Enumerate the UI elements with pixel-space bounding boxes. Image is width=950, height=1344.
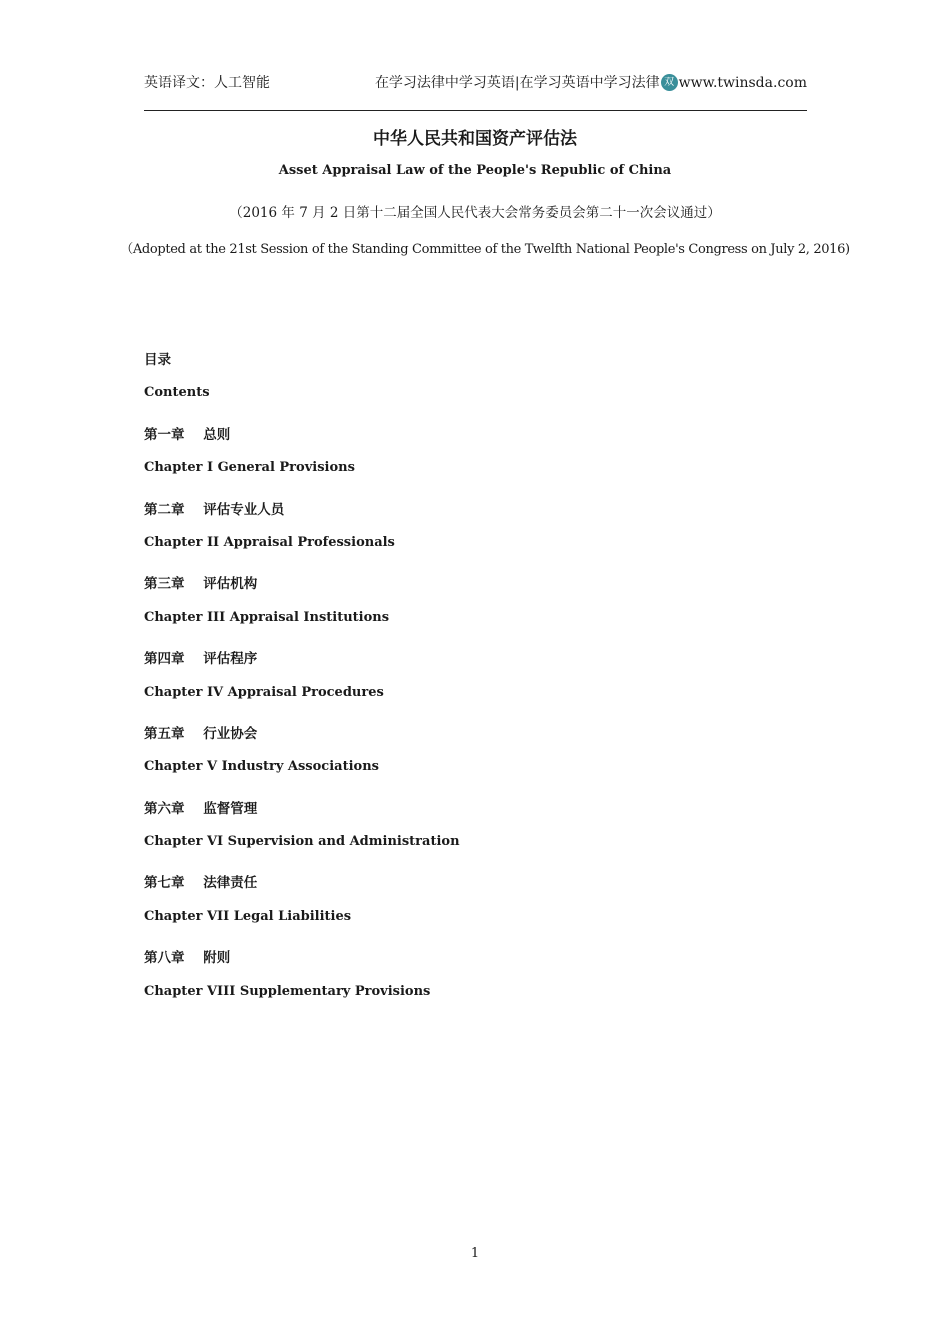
- document-title-cn: 中华人民共和国资产评估法: [373, 129, 577, 149]
- toc-item-chapter-2-en[interactable]: Chapter II Appraisal Professionals: [144, 534, 395, 550]
- toc-item-chapter-1-en[interactable]: Chapter I General Provisions: [144, 460, 355, 476]
- header-site-link[interactable]: www.twinsda.com: [678, 75, 807, 91]
- header-slogan: [375, 72, 807, 92]
- toc-item-chapter-8-cn[interactable]: 第八章 附则: [144, 950, 231, 967]
- header-divider: [144, 110, 807, 111]
- toc-item-chapter-7-en[interactable]: Chapter VII Legal Liabilities: [144, 908, 352, 924]
- toc-item-chapter-5-en[interactable]: Chapter V Industry Associations: [144, 759, 379, 775]
- toc-item-chapter-2-cn[interactable]: 第二章 评估专业人员: [144, 501, 285, 518]
- adoption-note-cn: （2016 年 7 月 2 日第十二届全国人民代表大会常务委员会第二十一次会议通过）: [229, 205, 721, 221]
- document-title-en: Asset Appraisal Law of the People's Republic of China: [278, 163, 672, 178]
- toc-item-chapter-7-cn[interactable]: 第七章 法律责任: [144, 875, 258, 892]
- table-of-contents: [144, 348, 744, 1021]
- toc-item-chapter-4-en[interactable]: Chapter IV Appraisal Procedures: [144, 684, 384, 700]
- toc-item-chapter-6-cn[interactable]: 第六章 监督管理: [144, 800, 258, 817]
- page-header: [144, 72, 807, 92]
- toc-item-chapter-1-cn[interactable]: 第一章 总则: [144, 426, 231, 443]
- toc-heading-cn: 目录: [144, 352, 171, 368]
- toc-item-chapter-4-cn[interactable]: 第四章 评估程序: [144, 651, 258, 668]
- toc-item-chapter-6-en[interactable]: Chapter VI Supervision and Administration: [144, 834, 460, 850]
- toc-item-chapter-8-en[interactable]: Chapter VIII Supplementary Provisions: [144, 983, 431, 999]
- twinsda-logo-icon: 双: [661, 74, 678, 91]
- toc-item-chapter-3-cn[interactable]: 第三章 评估机构: [144, 576, 258, 593]
- header-slogan-text: 在学习法律中学习英语|在学习英语中学习法律: [374, 75, 660, 91]
- adoption-note-en: （Adopted at the 21st Session of the Standing Committee of the Twelfth National People's Congress on July 2, 2016): [120, 242, 850, 257]
- page-number: 1: [470, 1246, 480, 1261]
- toc-item-chapter-5-cn[interactable]: 第五章 行业协会: [144, 725, 258, 742]
- toc-heading-en: Contents: [144, 385, 210, 401]
- toc-item-chapter-3-en[interactable]: Chapter III Appraisal Institutions: [144, 609, 390, 625]
- header-category: 英语译文：人工智能: [144, 75, 270, 91]
